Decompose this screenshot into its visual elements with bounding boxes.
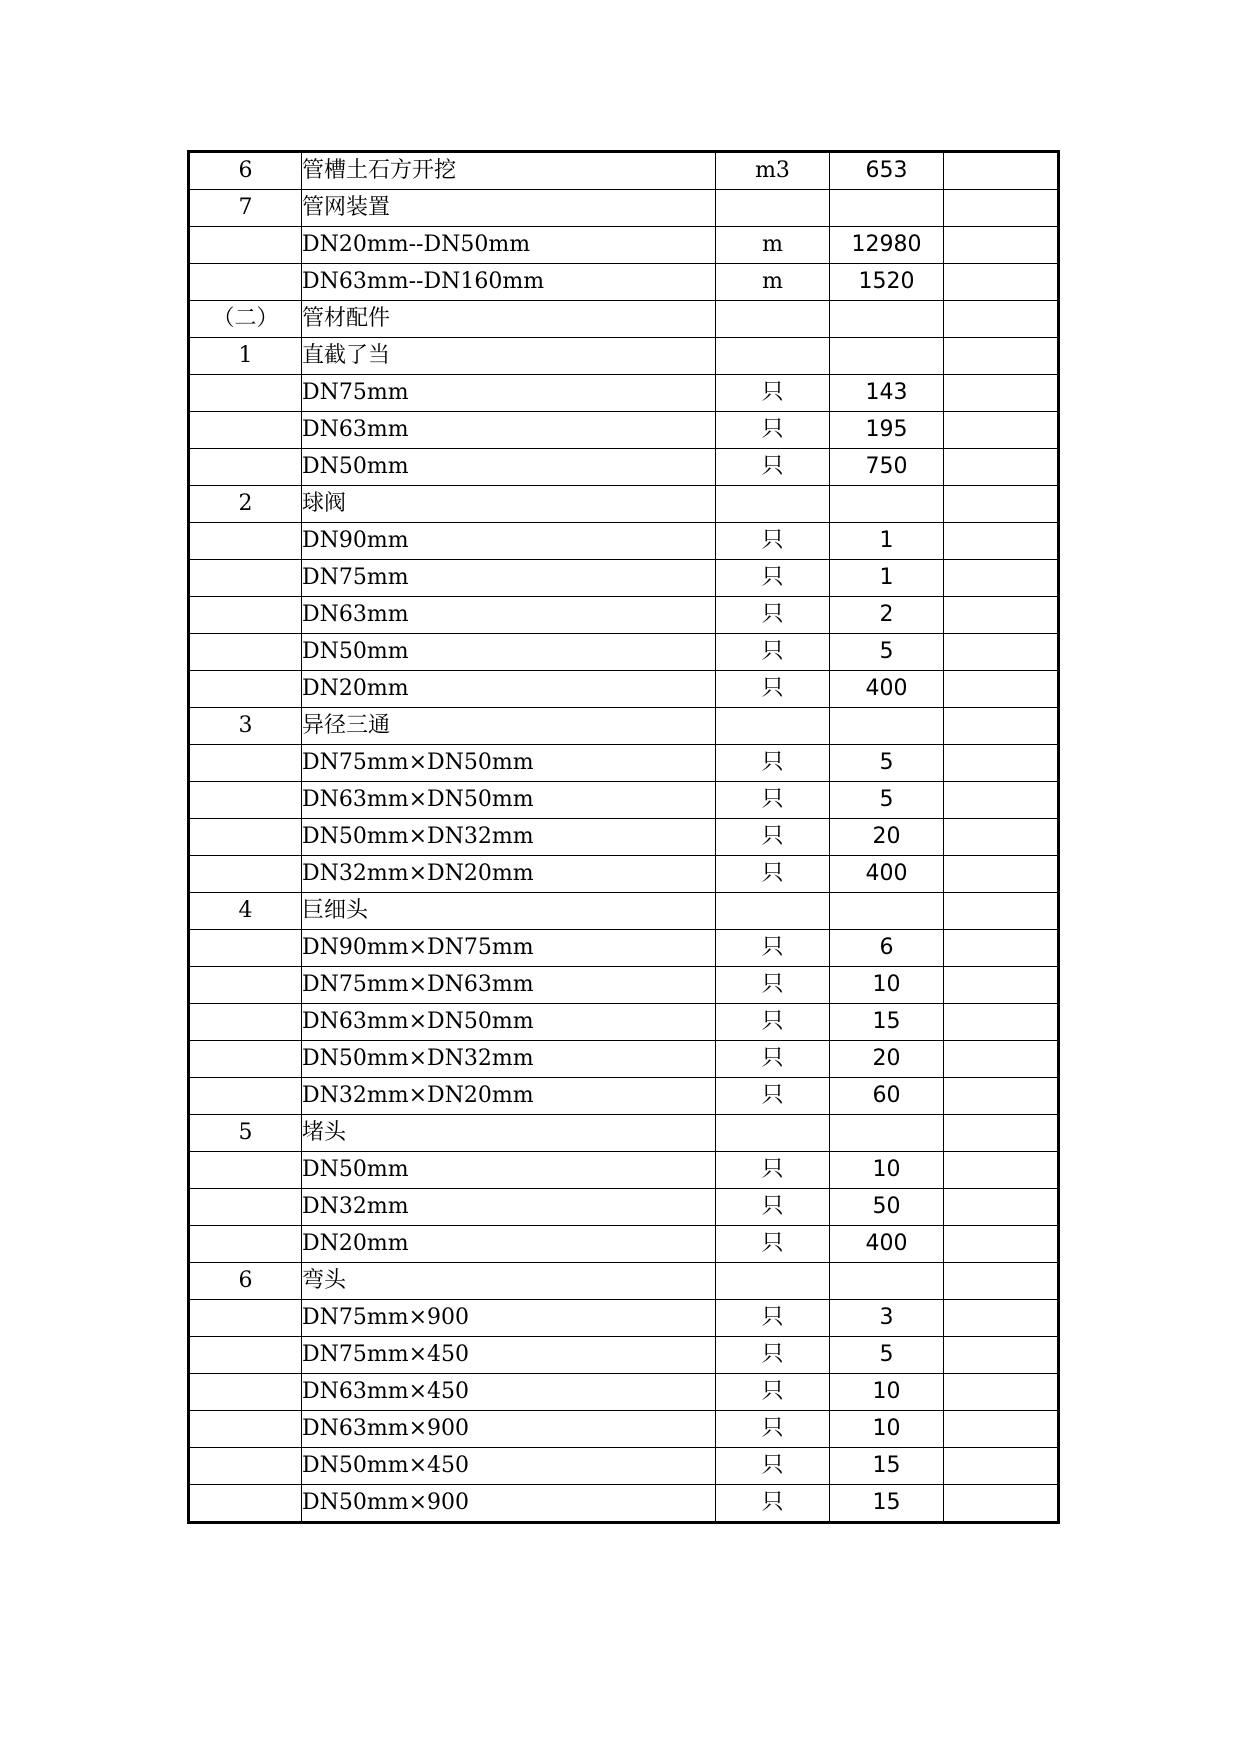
quantity-cell: 400 (830, 856, 944, 893)
remarks-cell (944, 708, 1059, 745)
remarks-cell (944, 782, 1059, 819)
remarks-cell (944, 1300, 1059, 1337)
table-row (189, 1004, 1059, 1041)
table-row (189, 190, 1059, 227)
quantity-cell: 3 (830, 1300, 944, 1337)
quantity-cell (830, 190, 944, 227)
table-row (189, 264, 1059, 301)
item-number-cell (189, 856, 302, 893)
quantity-cell: 143 (830, 375, 944, 412)
item-name-cell: DN75mm×900 (302, 1300, 716, 1337)
item-name-cell: DN50mm×450 (302, 1448, 716, 1485)
item-number-cell (189, 1448, 302, 1485)
table-row (189, 1374, 1059, 1411)
remarks-cell (944, 375, 1059, 412)
quantity-cell: 5 (830, 782, 944, 819)
item-name-cell: DN63mm--DN160mm (302, 264, 716, 301)
table-row (189, 1115, 1059, 1152)
table-row (189, 1485, 1059, 1523)
remarks-cell (944, 745, 1059, 782)
item-number-cell: 6 (189, 1263, 302, 1300)
remarks-cell (944, 264, 1059, 301)
unit-cell: 只 (716, 560, 830, 597)
quantity-cell: 12980 (830, 227, 944, 264)
unit-cell (716, 1115, 830, 1152)
unit-cell: 只 (716, 1078, 830, 1115)
table-row (189, 930, 1059, 967)
table-row (189, 1152, 1059, 1189)
quantity-cell (830, 301, 944, 338)
table-row (189, 1041, 1059, 1078)
unit-cell: 只 (716, 856, 830, 893)
remarks-cell (944, 597, 1059, 634)
table-row (189, 152, 1059, 190)
remarks-cell (944, 1226, 1059, 1263)
item-number-cell (189, 1078, 302, 1115)
remarks-cell (944, 449, 1059, 486)
quantity-cell: 195 (830, 412, 944, 449)
item-number-cell (189, 1189, 302, 1226)
item-number-cell (189, 1337, 302, 1374)
item-number-cell: 4 (189, 893, 302, 930)
unit-cell: 只 (716, 745, 830, 782)
item-name-cell: 管材配件 (302, 301, 716, 338)
item-name-cell: DN63mm×DN50mm (302, 1004, 716, 1041)
remarks-cell (944, 1115, 1059, 1152)
table-row (189, 745, 1059, 782)
table-row (189, 1337, 1059, 1374)
item-number-cell: 2 (189, 486, 302, 523)
item-name-cell: DN63mm (302, 412, 716, 449)
remarks-cell (944, 1485, 1059, 1523)
item-number-cell (189, 227, 302, 264)
item-name-cell: 弯头 (302, 1263, 716, 1300)
table-row (189, 819, 1059, 856)
item-number-cell (189, 634, 302, 671)
quantity-cell: 750 (830, 449, 944, 486)
unit-cell (716, 893, 830, 930)
item-name-cell: DN32mm (302, 1189, 716, 1226)
unit-cell: m3 (716, 152, 830, 190)
item-name-cell: DN75mm (302, 375, 716, 412)
table-row (189, 338, 1059, 375)
unit-cell: 只 (716, 1041, 830, 1078)
quantity-cell: 5 (830, 1337, 944, 1374)
item-name-cell: DN50mm×DN32mm (302, 1041, 716, 1078)
unit-cell (716, 338, 830, 375)
unit-cell: 只 (716, 967, 830, 1004)
quantity-cell (830, 893, 944, 930)
remarks-cell (944, 856, 1059, 893)
item-number-cell (189, 597, 302, 634)
item-number-cell (189, 1226, 302, 1263)
table-row (189, 856, 1059, 893)
item-name-cell: DN20mm (302, 1226, 716, 1263)
item-name-cell: DN50mm (302, 634, 716, 671)
quantity-cell: 400 (830, 671, 944, 708)
item-name-cell: DN75mm (302, 560, 716, 597)
table-row (189, 1226, 1059, 1263)
item-name-cell: DN75mm×DN50mm (302, 745, 716, 782)
quantity-cell: 15 (830, 1485, 944, 1523)
item-number-cell: 5 (189, 1115, 302, 1152)
remarks-cell (944, 190, 1059, 227)
item-name-cell: 直截了当 (302, 338, 716, 375)
unit-cell (716, 301, 830, 338)
remarks-cell (944, 1152, 1059, 1189)
quantity-cell: 10 (830, 1374, 944, 1411)
item-number-cell: （二） (189, 301, 302, 338)
remarks-cell (944, 1004, 1059, 1041)
item-number-cell (189, 523, 302, 560)
item-number-cell (189, 412, 302, 449)
remarks-cell (944, 523, 1059, 560)
item-name-cell: 球阀 (302, 486, 716, 523)
item-name-cell: DN50mm (302, 449, 716, 486)
item-name-cell: DN20mm--DN50mm (302, 227, 716, 264)
table-row (189, 412, 1059, 449)
unit-cell: 只 (716, 1300, 830, 1337)
remarks-cell (944, 560, 1059, 597)
item-number-cell (189, 967, 302, 1004)
remarks-cell (944, 1374, 1059, 1411)
item-number-cell (189, 375, 302, 412)
item-number-cell (189, 671, 302, 708)
remarks-cell (944, 930, 1059, 967)
unit-cell: 只 (716, 597, 830, 634)
item-name-cell: DN20mm (302, 671, 716, 708)
quantity-cell (830, 486, 944, 523)
unit-cell: 只 (716, 412, 830, 449)
item-number-cell (189, 1411, 302, 1448)
item-name-cell: DN90mm×DN75mm (302, 930, 716, 967)
unit-cell: 只 (716, 449, 830, 486)
item-number-cell (189, 1374, 302, 1411)
quantity-cell: 10 (830, 1152, 944, 1189)
quantity-cell: 1 (830, 560, 944, 597)
item-number-cell (189, 1152, 302, 1189)
quantity-cell (830, 1263, 944, 1300)
remarks-cell (944, 1189, 1059, 1226)
unit-cell: 只 (716, 1485, 830, 1523)
table-row (189, 227, 1059, 264)
table-row (189, 1078, 1059, 1115)
unit-cell: 只 (716, 634, 830, 671)
item-number-cell (189, 782, 302, 819)
unit-cell: 只 (716, 1411, 830, 1448)
item-name-cell: 管网装置 (302, 190, 716, 227)
unit-cell: 只 (716, 819, 830, 856)
unit-cell: 只 (716, 523, 830, 560)
quantity-cell: 60 (830, 1078, 944, 1115)
remarks-cell (944, 412, 1059, 449)
table-row (189, 671, 1059, 708)
remarks-cell (944, 1337, 1059, 1374)
quantity-cell: 15 (830, 1004, 944, 1041)
quantity-cell: 10 (830, 967, 944, 1004)
table-row (189, 893, 1059, 930)
item-name-cell: DN75mm×450 (302, 1337, 716, 1374)
item-number-cell: 3 (189, 708, 302, 745)
unit-cell: 只 (716, 1152, 830, 1189)
item-number-cell: 1 (189, 338, 302, 375)
item-number-cell (189, 449, 302, 486)
quantity-cell: 400 (830, 1226, 944, 1263)
table-row (189, 634, 1059, 671)
unit-cell: 只 (716, 375, 830, 412)
table-row (189, 1300, 1059, 1337)
remarks-cell (944, 301, 1059, 338)
table-row (189, 486, 1059, 523)
quantity-cell: 5 (830, 634, 944, 671)
item-name-cell: DN63mm×DN50mm (302, 782, 716, 819)
item-name-cell: DN63mm×450 (302, 1374, 716, 1411)
item-name-cell: DN32mm×DN20mm (302, 1078, 716, 1115)
unit-cell (716, 1263, 830, 1300)
unit-cell: 只 (716, 1337, 830, 1374)
item-number-cell (189, 1004, 302, 1041)
quantity-cell: 5 (830, 745, 944, 782)
table-row (189, 375, 1059, 412)
table-row (189, 1263, 1059, 1300)
quantity-cell: 2 (830, 597, 944, 634)
remarks-cell (944, 227, 1059, 264)
unit-cell: 只 (716, 671, 830, 708)
unit-cell: 只 (716, 782, 830, 819)
remarks-cell (944, 819, 1059, 856)
item-name-cell: 管槽土石方开挖 (302, 152, 716, 190)
unit-cell: 只 (716, 1374, 830, 1411)
item-name-cell: DN75mm×DN63mm (302, 967, 716, 1004)
remarks-cell (944, 893, 1059, 930)
remarks-cell (944, 1078, 1059, 1115)
remarks-cell (944, 1448, 1059, 1485)
unit-cell: 只 (716, 1448, 830, 1485)
table-row (189, 301, 1059, 338)
item-number-cell (189, 819, 302, 856)
table-row (189, 560, 1059, 597)
table-row (189, 523, 1059, 560)
quantity-cell: 10 (830, 1411, 944, 1448)
item-name-cell: DN63mm (302, 597, 716, 634)
item-name-cell: DN50mm×DN32mm (302, 819, 716, 856)
remarks-cell (944, 1411, 1059, 1448)
remarks-cell (944, 1041, 1059, 1078)
item-number-cell (189, 264, 302, 301)
remarks-cell (944, 152, 1059, 190)
table-row (189, 1448, 1059, 1485)
remarks-cell (944, 1263, 1059, 1300)
remarks-cell (944, 967, 1059, 1004)
item-name-cell: DN63mm×900 (302, 1411, 716, 1448)
remarks-cell (944, 634, 1059, 671)
quantity-cell: 50 (830, 1189, 944, 1226)
item-name-cell: DN50mm (302, 1152, 716, 1189)
quantity-cell: 20 (830, 1041, 944, 1078)
item-name-cell: DN50mm×900 (302, 1485, 716, 1523)
table-row (189, 1189, 1059, 1226)
table-row (189, 597, 1059, 634)
item-number-cell (189, 560, 302, 597)
item-number-cell (189, 930, 302, 967)
table-row (189, 708, 1059, 745)
remarks-cell (944, 671, 1059, 708)
unit-cell: m (716, 227, 830, 264)
unit-cell: 只 (716, 1189, 830, 1226)
unit-cell: m (716, 264, 830, 301)
item-name-cell: DN90mm (302, 523, 716, 560)
item-name-cell: 异径三通 (302, 708, 716, 745)
table-row (189, 449, 1059, 486)
quantity-cell: 1 (830, 523, 944, 560)
quantity-cell: 1520 (830, 264, 944, 301)
quantity-cell: 15 (830, 1448, 944, 1485)
unit-cell: 只 (716, 930, 830, 967)
unit-cell (716, 190, 830, 227)
table-row (189, 782, 1059, 819)
quantity-cell: 20 (830, 819, 944, 856)
table-row (189, 967, 1059, 1004)
quantity-cell: 6 (830, 930, 944, 967)
remarks-cell (944, 338, 1059, 375)
materials-table-body (189, 152, 1059, 1523)
item-number-cell: 7 (189, 190, 302, 227)
item-number-cell (189, 1300, 302, 1337)
item-number-cell (189, 745, 302, 782)
remarks-cell (944, 486, 1059, 523)
unit-cell (716, 708, 830, 745)
table-row (189, 1411, 1059, 1448)
item-number-cell: 6 (189, 152, 302, 190)
item-number-cell (189, 1041, 302, 1078)
item-name-cell: DN32mm×DN20mm (302, 856, 716, 893)
item-name-cell: 堵头 (302, 1115, 716, 1152)
unit-cell: 只 (716, 1004, 830, 1041)
unit-cell (716, 486, 830, 523)
quantity-cell (830, 708, 944, 745)
item-name-cell: 巨细头 (302, 893, 716, 930)
quantity-cell: 653 (830, 152, 944, 190)
materials-table (187, 150, 1060, 1524)
quantity-cell (830, 338, 944, 375)
unit-cell: 只 (716, 1226, 830, 1263)
item-number-cell (189, 1485, 302, 1523)
quantity-cell (830, 1115, 944, 1152)
